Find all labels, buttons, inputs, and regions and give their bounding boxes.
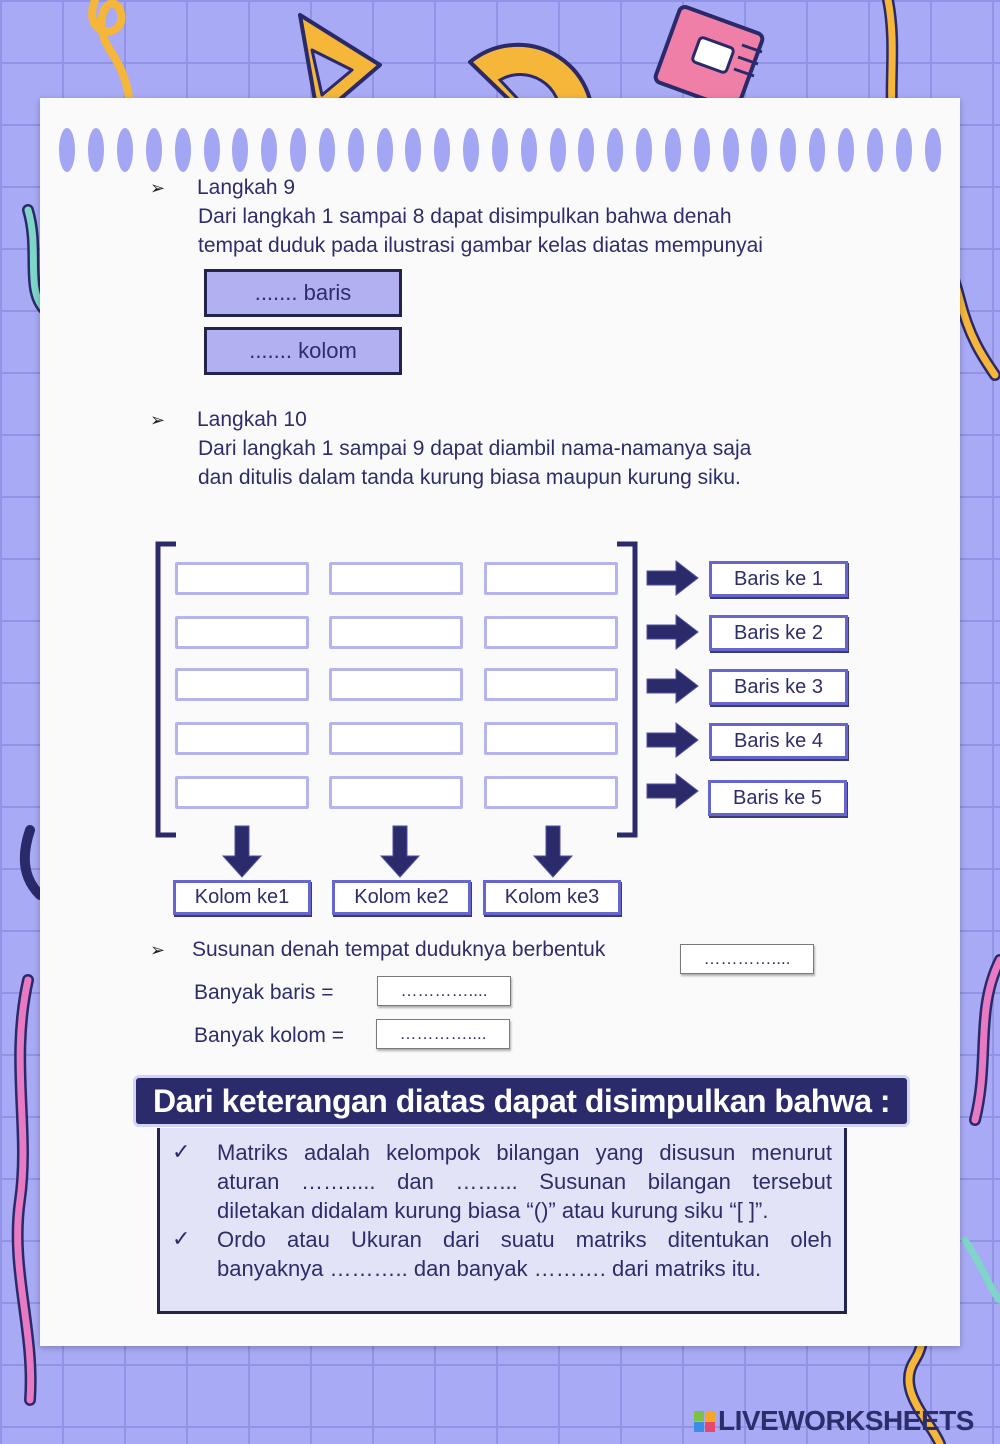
row-label-5: Baris ke 5 [708,780,847,816]
liveworksheets-mark-icon [694,1411,715,1432]
conclusion-item-2: Ordo atau Ukuran dari suatu matriks ditentukan oleh banyaknya ……….. dan banyak ………. dari matriks itu. [217,1227,832,1281]
notebook-icon [654,5,764,110]
conclusion-item-1: Matriks adalah kelompok bilangan yang disusun menurut aturan ……..... dan ……... Susunan bilangan tersebut diletakan didalam kurung biasa “()” atau kurung siku “[ ]”. [217,1140,832,1223]
step9-line2: tempat duduk pada ilustrasi gambar kelas diatas mempunyai [198,234,763,257]
shape-label: Susunan denah tempat duduknya berbentuk [192,938,606,961]
step10-title: Langkah 10 [197,408,307,431]
arrow-bullet-icon: ➢ [150,940,166,960]
shape-answer-field[interactable]: ………….... [680,944,814,974]
row-label-4: Baris ke 4 [709,723,848,759]
matrix-cell[interactable] [484,562,618,595]
checkmark-icon: ✓ [172,1226,191,1251]
row-label-2: Baris ke 2 [709,615,848,651]
matrix-cell[interactable] [175,776,309,809]
step9-title: Langkah 9 [197,176,296,199]
col-label-3: Kolom ke3 [483,880,621,915]
teal-ribbon-right [965,1240,1000,1300]
rows-count-field[interactable]: ………….... [377,976,511,1006]
matrix-cell[interactable] [329,776,463,809]
arrow-bullet-icon: ➢ [150,410,166,430]
row-label-1: Baris ke 1 [709,561,848,597]
step10-line1: Dari langkah 1 sampai 9 dapat diambil nama-namanya saja [198,437,752,460]
matrix-cell[interactable] [329,562,463,595]
navy-hook-left [25,830,40,895]
liveworksheets-logo [694,1405,974,1437]
matrix-cell[interactable] [329,668,463,701]
matrix-cell[interactable] [484,776,618,809]
row-label-3: Baris ke 3 [709,669,848,705]
cols-count-field[interactable]: ………….... [376,1019,510,1049]
matrix-cell[interactable] [175,616,309,649]
col-label-2: Kolom ke2 [332,880,471,915]
checkmark-icon: ✓ [172,1139,191,1164]
step9-line1: Dari langkah 1 sampai 8 dapat disimpulkan bahwa denah [198,205,732,228]
liveworksheets-watermark: LIVEWORKSHEETS [718,1405,974,1436]
conclusion-banner: Dari keterangan diatas dapat disimpulkan bahwa : [133,1075,910,1127]
matrix-cell[interactable] [484,616,618,649]
matrix-cell[interactable] [329,722,463,755]
matrix-cell[interactable] [484,668,618,701]
col-label-1: Kolom ke1 [173,880,311,915]
rows-answer-box[interactable]: ....... baris [204,269,402,317]
matrix-cell[interactable] [175,668,309,701]
arrow-bullet-icon: ➢ [150,178,166,198]
cols-count-label: Banyak kolom = [194,1024,344,1047]
matrix-cell[interactable] [484,722,618,755]
notebook-spiral-holes [40,118,960,178]
matrix-cell[interactable] [175,562,309,595]
matrix-cell[interactable] [175,722,309,755]
matrix-cell[interactable] [329,616,463,649]
cols-answer-box[interactable]: ....... kolom [204,327,402,375]
step10-line2: dan ditulis dalam tanda kurung biasa maupun kurung siku. [198,466,741,489]
rows-count-label: Banyak baris = [194,981,334,1004]
